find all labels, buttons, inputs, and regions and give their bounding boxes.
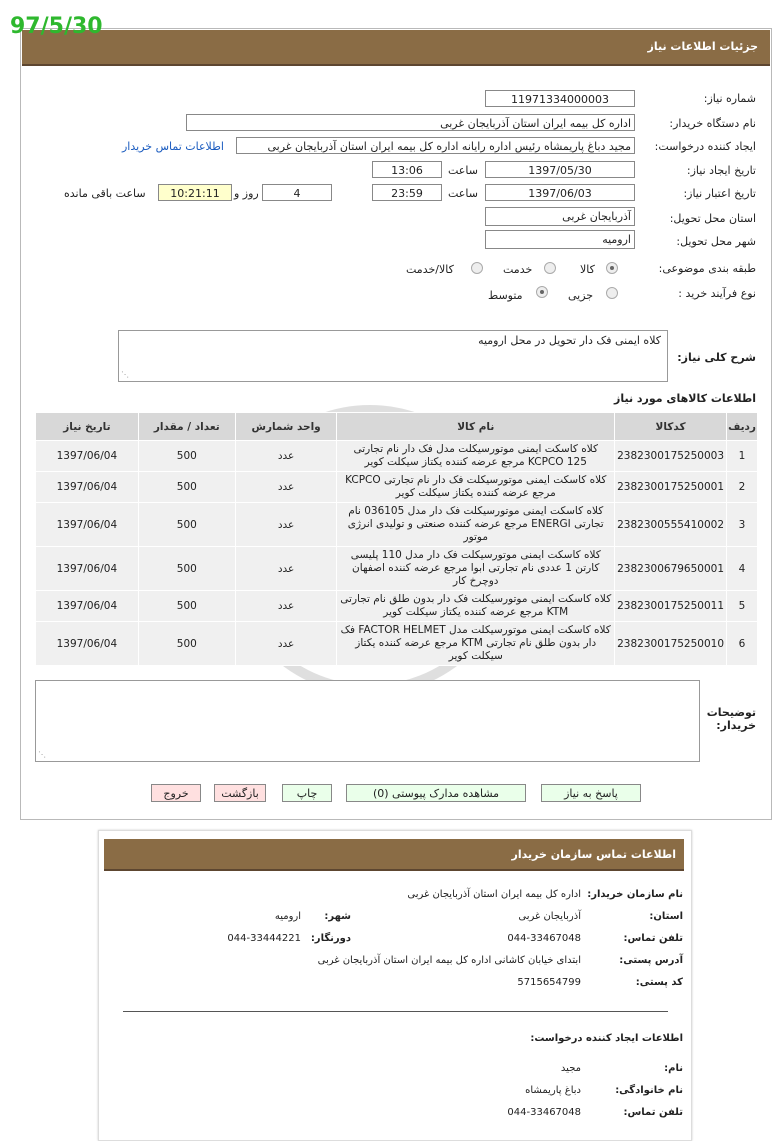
date-stamp: 97/5/30 (10, 14, 103, 39)
creator-info-title: اطلاعات ایجاد کننده درخواست: (530, 1033, 683, 1044)
city-label: شهر محل تحویل: (676, 235, 756, 248)
process-option-minor: جزیی (568, 289, 594, 302)
item-date: 1397/06/04 (36, 441, 139, 472)
item-unit: عدد (235, 472, 337, 503)
contact-address: ابتدای خیابان کاشانی اداره کل بیمه ایران استان آذربایجان غربی (317, 955, 581, 966)
buyer-notes-label: توضیحات خریدار: (706, 706, 756, 732)
item-date: 1397/06/04 (36, 547, 139, 591)
col-row: ردیف (727, 413, 758, 441)
item-qty: 500 (138, 591, 235, 622)
category-option-both: کالا/خدمت (406, 263, 454, 276)
valid-date-field: 1397/06/03 (485, 184, 635, 201)
contact-org-label: نام سازمان خریدار: (587, 889, 683, 900)
creator-field: مجید دباغ پاریمشاه رئیس اداره رایانه اداره کل بیمه ایران استان آذربایجان غربی (236, 137, 635, 154)
print-button[interactable]: چاپ (282, 784, 332, 802)
row-number: 6 (727, 622, 758, 666)
item-code: 2382300679650001 (615, 547, 727, 591)
item-unit: عدد (235, 591, 337, 622)
valid-date-label: تاریخ اعتبار نیاز: (683, 187, 756, 200)
creator-family-label: نام خانوادگی: (615, 1085, 683, 1096)
col-unit: واحد شمارش (235, 413, 337, 441)
items-table (35, 412, 758, 666)
contact-divider (123, 1011, 668, 1012)
contact-phone-label: تلفن تماس: (623, 933, 683, 944)
contact-city-label: شهر: (324, 911, 351, 922)
item-name: کلاه کاسکت ایمنی موتورسیکلت فک دار بدون طلق نام تجارتی KTM مرجع عرضه کننده یکتاز سیکلت کویر (337, 591, 615, 622)
summary-label: شرح کلی نیاز: (677, 351, 756, 364)
contact-city: ارومیه (274, 911, 301, 922)
days-field: 4 (262, 184, 332, 201)
item-qty: 500 (138, 547, 235, 591)
valid-time-label: ساعت (448, 187, 478, 200)
row-number: 5 (727, 591, 758, 622)
category-radio-service[interactable] (544, 262, 556, 274)
process-radio-medium[interactable] (536, 286, 548, 298)
process-option-medium: متوسط (488, 289, 523, 302)
item-code: 2382300175250011 (615, 591, 727, 622)
contact-address-label: آدرس پستی: (619, 955, 683, 966)
buyer-contact-panel (98, 830, 692, 1141)
page-title: جزئیات اطلاعات نیاز (647, 40, 758, 53)
contact-province-label: استان: (649, 911, 683, 922)
creator-phone: 044-33467048 (507, 1107, 581, 1118)
items-label: اطلاعات کالاهای مورد نیاز (614, 392, 756, 405)
back-button[interactable]: بازگشت (214, 784, 266, 802)
exit-button[interactable]: خروج (151, 784, 201, 802)
item-code: 2382300175250001 (615, 472, 727, 503)
creator-name-label: نام: (664, 1063, 683, 1074)
contact-fax: 044-33444221 (227, 933, 301, 944)
creator-phone-label: تلفن تماس: (623, 1107, 683, 1118)
contact-fax-label: دورنگار: (310, 933, 351, 944)
table-row (36, 591, 758, 622)
item-date: 1397/06/04 (36, 622, 139, 666)
created-time-label: ساعت (448, 164, 478, 177)
item-code: 2382300555410002 (615, 503, 727, 547)
table-row (36, 441, 758, 472)
city-field: ارومیه (485, 230, 635, 249)
created-date-field: 1397/05/30 (485, 161, 635, 178)
item-code: 2382300175250003 (615, 441, 727, 472)
category-radio-both[interactable] (471, 262, 483, 274)
item-unit: عدد (235, 503, 337, 547)
item-name: کلاه کاسکت ایمنی موتورسیکلت فک دار مدل 036105 نام تجارتی ENERGI مرجع عرضه کننده صنعتی و تولیدی انرژی موتور (337, 503, 615, 547)
category-option-goods: کالا (580, 263, 595, 276)
item-qty: 500 (138, 441, 235, 472)
col-qty: تعداد / مقدار (138, 413, 235, 441)
created-date-label: تاریخ ایجاد نیاز: (686, 164, 756, 177)
row-number: 2 (727, 472, 758, 503)
table-row (36, 503, 758, 547)
remaining-time-field: 10:21:11 (158, 184, 232, 201)
contact-postal-label: کد پستی: (635, 977, 683, 988)
contact-org: اداره کل بیمه ایران استان آذربایجان غربی (407, 889, 581, 900)
need-number-label: شماره نیاز: (703, 92, 756, 105)
item-date: 1397/06/04 (36, 591, 139, 622)
province-field: آذربایجان غربی (485, 207, 635, 226)
item-date: 1397/06/04 (36, 503, 139, 547)
need-number-field: 11971334000003 (485, 90, 635, 107)
item-qty: 500 (138, 503, 235, 547)
remaining-label: ساعت باقی مانده (64, 187, 146, 200)
row-number: 4 (727, 547, 758, 591)
buyer-org-label: نام دستگاه خریدار: (669, 117, 756, 130)
creator-family: دباغ پاریمشاه (525, 1085, 581, 1096)
table-row (36, 472, 758, 503)
creator-label: ایجاد کننده درخواست: (654, 140, 756, 153)
buyer-notes-textarea[interactable] (35, 680, 700, 762)
creator-name: مجید (560, 1063, 581, 1074)
contact-title: اطلاعات تماس سازمان خریدار (511, 848, 676, 861)
contact-province: آذربایجان غربی (518, 911, 581, 922)
row-number: 1 (727, 441, 758, 472)
item-unit: عدد (235, 547, 337, 591)
item-name: کلاه کاسکت ایمنی موتورسیکلت فک دار مدل 110 پلیسی کارتن 1 عددی نام تجارتی ابوا مرجع عرضه کننده اصفهان دوچرخ کار (337, 547, 615, 591)
contact-phone: 044-33467048 (507, 933, 581, 944)
category-option-service: خدمت (503, 263, 533, 276)
province-label: استان محل تحویل: (669, 212, 756, 225)
table-row (36, 622, 758, 666)
row-number: 3 (727, 503, 758, 547)
attachments-button[interactable]: مشاهده مدارک پیوستی (0) (346, 784, 526, 802)
created-time-field: 13:06 (372, 161, 442, 178)
days-label: روز و (234, 187, 259, 200)
resize-grip-icon[interactable]: ⋰ (38, 750, 46, 759)
item-qty: 500 (138, 622, 235, 666)
item-unit: عدد (235, 622, 337, 666)
item-date: 1397/06/04 (36, 472, 139, 503)
buyer-contact-link[interactable]: اطلاعات تماس خریدار (122, 140, 224, 153)
buyer-org-field: اداره کل بیمه ایران استان آذربایجان غربی (186, 114, 635, 131)
process-label: نوع فرآیند خرید : (678, 287, 756, 300)
resize-grip-icon[interactable]: ⋰ (121, 370, 129, 379)
contact-postal: 5715654799 (517, 977, 581, 988)
table-row (36, 547, 758, 591)
col-code: کدکالا (615, 413, 727, 441)
reply-button[interactable]: پاسخ به نیاز (541, 784, 641, 802)
item-name: کلاه کاسکت ایمنی موتورسیکلت مدل FACTOR HELMET فک دار بدون طلق نام تجارتی KTM مرجع عرضه کننده یکتاز سیکلت کویر (337, 622, 615, 666)
item-name: کلاه کاسکت ایمنی موتورسیکلت فک دار نام تجارتی KCPCO مرجع عرضه کننده یکتاز سیکلت کویر (337, 472, 615, 503)
summary-textarea[interactable] (118, 330, 668, 382)
col-date: تاریخ نیاز (36, 413, 139, 441)
item-unit: عدد (235, 441, 337, 472)
page-header (22, 30, 770, 66)
category-radio-goods[interactable] (606, 262, 618, 274)
valid-time-field: 23:59 (372, 184, 442, 201)
contact-header (104, 839, 684, 871)
item-code: 2382300175250010 (615, 622, 727, 666)
summary-text: کلاه ایمنی فک دار تحویل در محل ارومیه (478, 334, 661, 347)
category-label: طبقه بندی موضوعی: (658, 262, 756, 275)
col-name: نام کالا (337, 413, 615, 441)
process-radio-minor[interactable] (606, 287, 618, 299)
item-name: کلاه کاسکت ایمنی موتورسیکلت مدل فک دار نام تجارتی KCPCO 125 مرجع عرضه کننده یکتاز سیکلت کویر (337, 441, 615, 472)
item-qty: 500 (138, 472, 235, 503)
